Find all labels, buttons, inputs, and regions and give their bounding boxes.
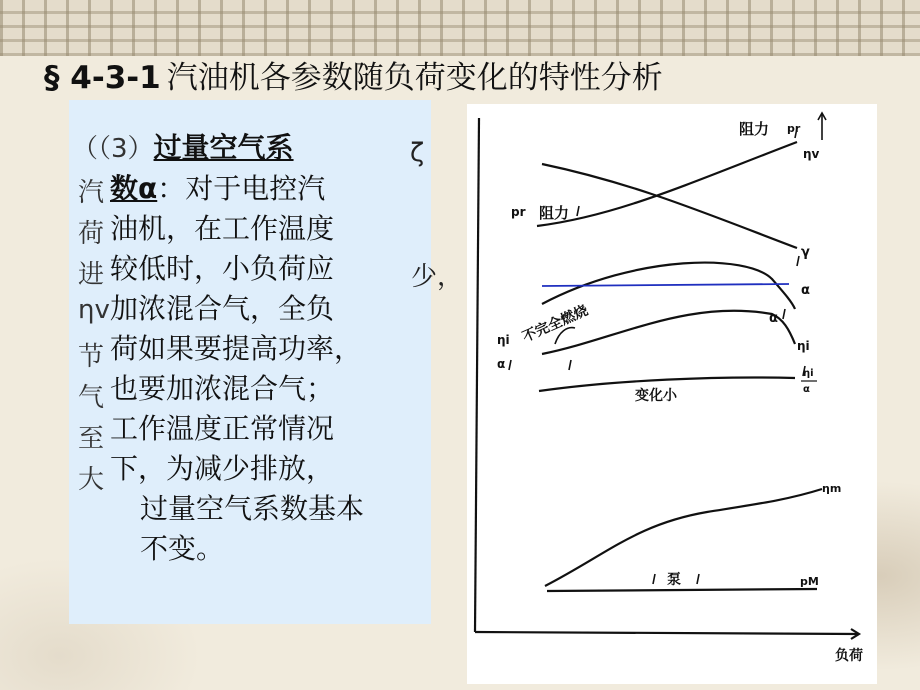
underlying-char: ηv bbox=[78, 295, 110, 325]
heading: 过量空气系 bbox=[153, 131, 294, 164]
label-incomplete-combustion: 不完全燃烧 bbox=[520, 302, 591, 346]
diagram-svg bbox=[467, 104, 877, 684]
decorative-border bbox=[0, 0, 920, 56]
label-pr-left: pr bbox=[511, 205, 526, 219]
tick bbox=[577, 206, 579, 216]
underlying-char: 节 bbox=[78, 342, 105, 372]
tick bbox=[797, 256, 799, 266]
text-panel bbox=[69, 100, 431, 624]
heading-prefix: （（3） bbox=[72, 134, 154, 164]
label-gamma: γ bbox=[801, 245, 810, 260]
tick bbox=[509, 360, 511, 370]
label-ratio-den: α bbox=[803, 384, 810, 395]
label-pump: 泵 bbox=[667, 572, 681, 588]
hidden-text-fragment: 少， bbox=[411, 262, 464, 292]
paragraph-line: 下，为减少排放， bbox=[110, 452, 335, 485]
paragraph-line bbox=[110, 169, 428, 209]
title-text: 汽油机各参数随负荷变化的特性分析 bbox=[166, 60, 663, 96]
paragraph-line: 油机，在工作温度 bbox=[110, 212, 335, 245]
label-resistance-left: 阻力 bbox=[539, 204, 570, 222]
x-axis bbox=[475, 632, 859, 634]
tick bbox=[783, 309, 785, 319]
y-axis bbox=[475, 118, 479, 632]
paragraph-line: 加浓混合气，全负 bbox=[110, 292, 335, 325]
label-p-m: pM bbox=[800, 575, 819, 588]
eta-m-curve bbox=[545, 489, 822, 586]
eta-v-curve bbox=[542, 164, 797, 248]
paragraph-line: 过量空气系数基本 bbox=[140, 492, 365, 525]
paragraph-line: 较低时，小负荷应 bbox=[110, 252, 335, 285]
paragraph-line: 荷如果要提高功率， bbox=[110, 332, 363, 365]
label-alpha-right: α bbox=[801, 283, 810, 298]
label-eta-v: ηv bbox=[803, 147, 820, 161]
underlying-char: 进 bbox=[78, 260, 105, 290]
underlying-char: 汽 bbox=[78, 178, 105, 208]
section-number: § 4-3-1 bbox=[44, 60, 161, 96]
underlying-char: 气 bbox=[78, 383, 105, 413]
blue-marker-line bbox=[542, 284, 789, 286]
underlying-char: 至 bbox=[78, 424, 105, 454]
underlying-text-column bbox=[78, 172, 114, 500]
slide-title bbox=[44, 52, 663, 97]
label-eta-i-right: ηi bbox=[797, 339, 810, 353]
paragraph-line: 工作温度正常情况 bbox=[110, 412, 335, 445]
line-text: ：对于电控汽 bbox=[157, 172, 326, 205]
label-pr-top: pr bbox=[787, 122, 801, 135]
underlying-char: 荷 bbox=[78, 219, 105, 249]
paragraph-heading-line bbox=[72, 128, 428, 169]
label-eta-m: ηm bbox=[822, 482, 842, 495]
tick bbox=[653, 574, 655, 584]
label-eta-i-left: ηi bbox=[497, 333, 510, 347]
paragraph-line: 不变。 bbox=[140, 532, 225, 565]
tick bbox=[697, 574, 699, 584]
alpha-term: 数α bbox=[110, 172, 158, 205]
label-small-change: 变化小 bbox=[635, 388, 677, 404]
tick bbox=[569, 360, 571, 370]
label-alpha-right-2: α bbox=[769, 311, 778, 326]
paragraph-line: 也要加浓混合气； bbox=[110, 372, 335, 405]
label-resistance-top: 阻力 bbox=[739, 120, 770, 138]
label-alpha-left: α bbox=[497, 357, 506, 371]
resistance-curve bbox=[537, 142, 797, 226]
pump-loss-line bbox=[547, 589, 817, 591]
label-ratio-num: ηi bbox=[803, 368, 814, 379]
underlying-char: 大 bbox=[78, 465, 105, 495]
label-x-axis: 负荷 bbox=[835, 648, 863, 664]
characteristic-diagram bbox=[467, 104, 877, 684]
hidden-text-fragment: ζ bbox=[410, 138, 425, 168]
